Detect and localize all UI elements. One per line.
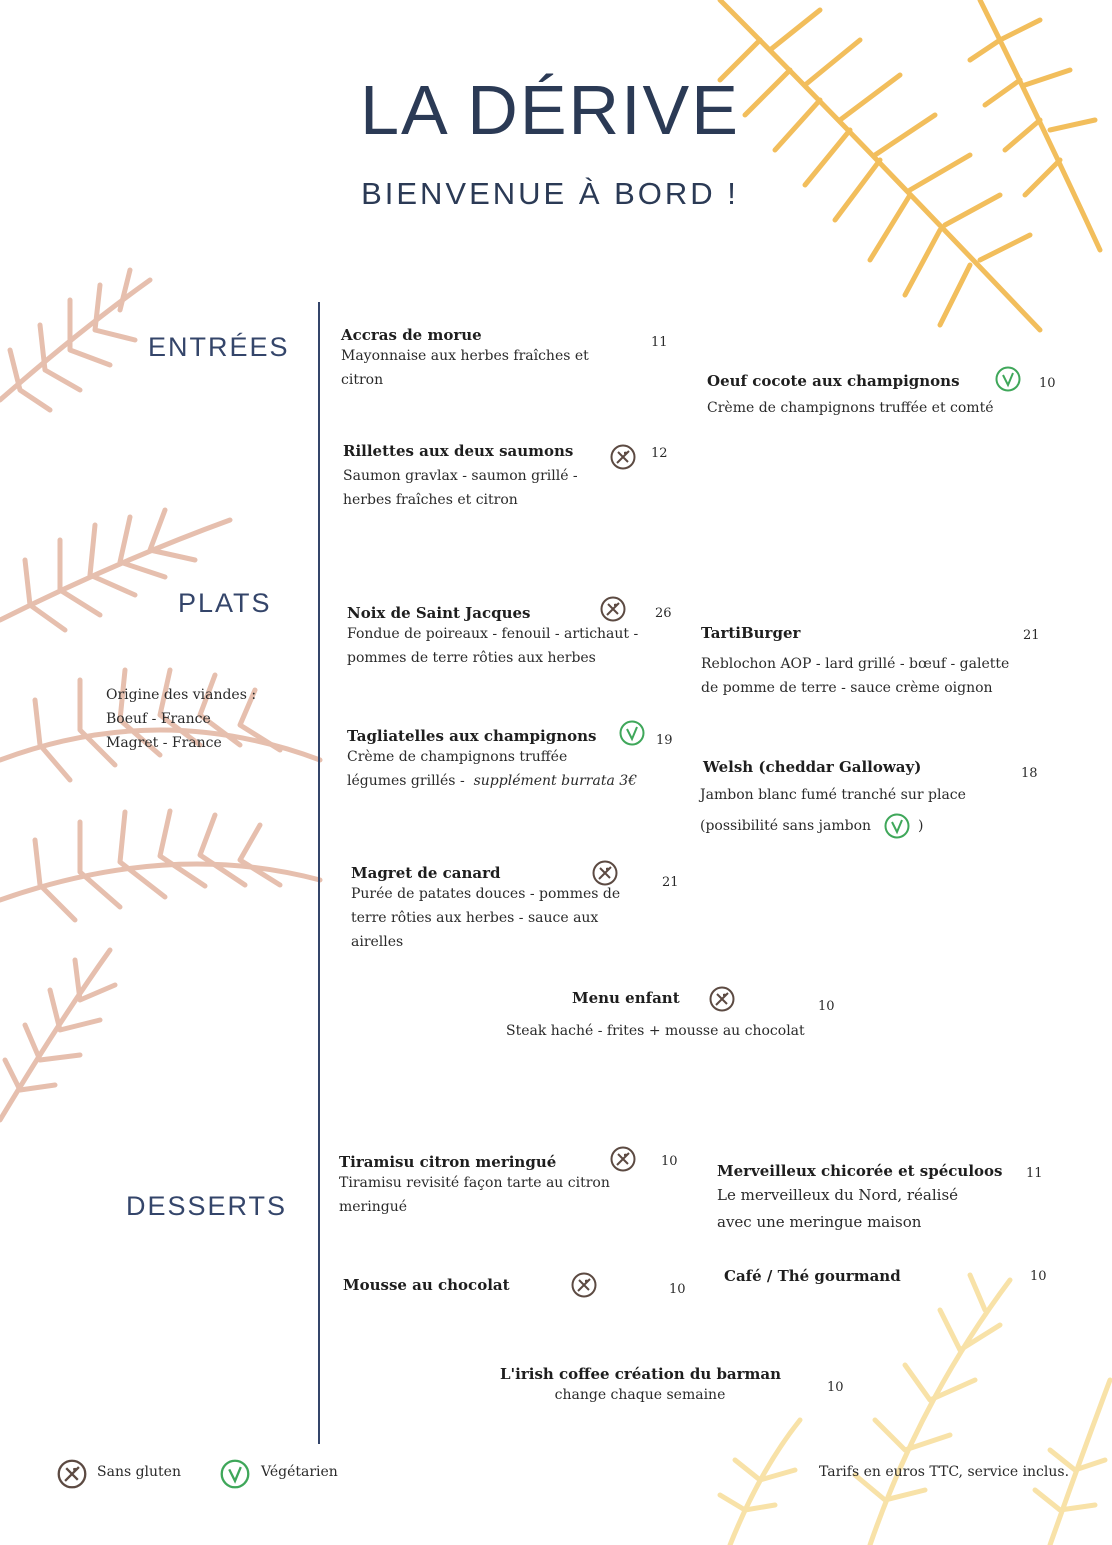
item-price: 11 [651, 335, 668, 350]
item-description: change chaque semaine [554, 1387, 726, 1403]
menu-item [339, 1153, 610, 1219]
menu-item [341, 326, 589, 392]
item-price: 10 [818, 999, 835, 1014]
welcome-subtitle: BIENVENUE À BORD ! [361, 176, 739, 211]
menu-item [701, 624, 1009, 700]
gluten-free-icon [610, 1146, 636, 1172]
section-plats: PLATS [178, 588, 272, 618]
item-description: (possibilité sans jambon [700, 818, 872, 834]
item-name: L'irish coffee création du barman [500, 1365, 782, 1383]
item-name: Rillettes aux deux saumons [343, 442, 574, 460]
gluten-free-icon [57, 1459, 87, 1489]
item-name: Oeuf cocote aux champignons [707, 372, 960, 390]
item-price: 19 [656, 733, 673, 748]
item-price: 21 [1023, 628, 1040, 643]
item-name: Noix de Saint Jacques [347, 604, 531, 622]
item-price: 10 [1030, 1269, 1047, 1284]
item-name: Merveilleux chicorée et spéculoos [717, 1162, 1003, 1180]
item-name: TartiBurger [701, 624, 801, 642]
menu-item [717, 1162, 1002, 1236]
legend-gluten-free: Sans gluten [97, 1464, 181, 1480]
item-description: Jambon blanc fumé tranché sur place [700, 787, 966, 803]
vegetarian-icon [884, 813, 910, 839]
item-name: Tiramisu citron meringué [339, 1153, 557, 1171]
item-description: Purée de patates douces - pommes de terre rôties aux herbes - sauce aux airelles [351, 886, 621, 950]
item-description: Tiramisu revisité façon tarte au citron meringué [339, 1175, 610, 1215]
item-name: Menu enfant [572, 989, 680, 1007]
item-price: 10 [1039, 376, 1056, 391]
restaurant-name: LA DÉRIVE [360, 71, 740, 149]
section-entrees: ENTRÉES [148, 332, 290, 362]
item-name: Magret de canard [351, 864, 501, 882]
item-price: 18 [1021, 766, 1038, 781]
item-price: 10 [827, 1380, 844, 1395]
menu-item [707, 372, 994, 420]
section-desserts: DESSERTS [126, 1191, 288, 1221]
gluten-free-icon [600, 596, 626, 622]
item-price: 10 [661, 1154, 678, 1169]
item-price: 26 [655, 606, 672, 621]
gluten-free-icon [610, 444, 636, 470]
item-description: Steak haché - frites + mousse au chocolat [506, 1023, 805, 1039]
item-description: Crème de champignons truffée légumes grillés - supplément burrata 3€ [347, 749, 638, 789]
item-price: 12 [651, 446, 668, 461]
vegetarian-icon [619, 720, 645, 746]
item-description: Fondue de poireaux - fenouil - artichaut - pommes de terre rôties aux herbes [347, 626, 639, 666]
menu-item [347, 727, 637, 793]
legend-vegetarian: Végétarien [261, 1464, 338, 1480]
gluten-free-icon [592, 860, 618, 886]
item-name: Café / Thé gourmand [724, 1267, 901, 1285]
menu-item [703, 758, 921, 776]
item-price: 11 [1026, 1166, 1043, 1181]
prices-note: Tarifs en euros TTC, service inclus. [819, 1464, 1070, 1480]
item-name: Welsh (cheddar Galloway) [703, 758, 922, 776]
item-name: Accras de morue [341, 326, 482, 344]
gluten-free-icon [709, 986, 735, 1012]
item-name: Tagliatelles aux champignons [347, 727, 597, 745]
item-price: 21 [662, 875, 679, 890]
item-description: Crème de champignons truffée et comté [707, 400, 994, 416]
menu-item [347, 604, 638, 670]
vegetarian-icon [995, 366, 1021, 392]
menu-item [351, 864, 620, 954]
meat-origin-note: Origine des viandes : Boeuf - France Magret - France [106, 687, 257, 751]
item-price: 10 [669, 1282, 686, 1297]
item-description-close: ) [918, 818, 924, 834]
divider-line [318, 302, 320, 1444]
item-description: Reblochon AOP - lard grillé - bœuf - galette de pomme de terre - sauce crème oignon [701, 656, 1010, 696]
gluten-free-icon [571, 1272, 597, 1298]
item-name: Mousse au chocolat [343, 1276, 510, 1294]
menu-item [500, 1365, 780, 1407]
item-description: Saumon gravlax - saumon grillé - herbes fraîches et citron [343, 468, 578, 508]
item-description: Mayonnaise aux herbes fraîches et citron [341, 348, 589, 388]
item-description: Le merveilleux du Nord, réalisé avec une meringue maison [717, 1186, 959, 1231]
vegetarian-icon [220, 1459, 250, 1489]
menu-item [343, 442, 578, 512]
